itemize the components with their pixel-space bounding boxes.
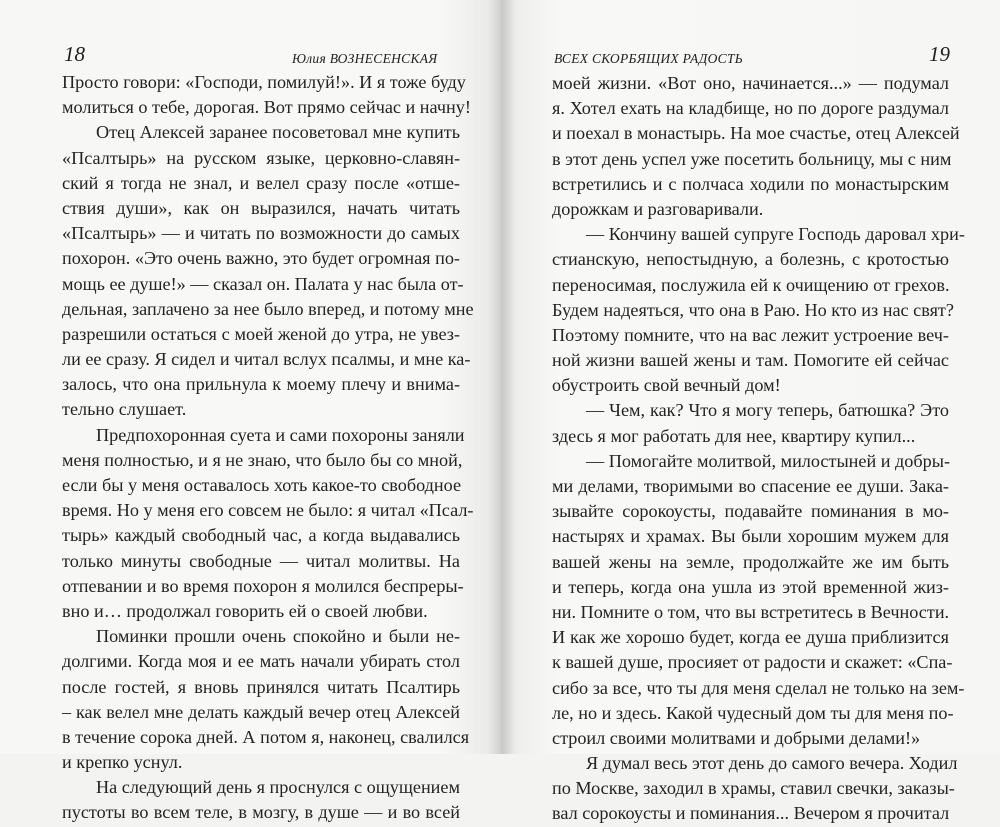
text-line: «Псалтырь» на русском языке, церковно-славян- <box>62 147 460 168</box>
text-line: ле, но и здесь. Какой чудесный дом ты для меня по- <box>552 702 954 723</box>
text-line: долгими. Когда моя и ее мать начали убирать стол <box>62 651 460 672</box>
text-line: Отец Алексей заранее посоветовал мне купить <box>96 122 460 143</box>
left-running-head: Юлия ВОЗНЕСЕНСКАЯ <box>292 51 438 66</box>
text-line: вашей жены на земле, продолжайте же им быть <box>552 551 949 572</box>
text-line: если бы у меня оставалось хоть какое-то свободное <box>62 475 462 495</box>
left-page-text <box>62 70 474 826</box>
text-line: разрешили остаться с моей женой до утра, не увез- <box>62 323 460 344</box>
text-line: — Кончину вашей супруге Господь даровал хри- <box>586 224 965 245</box>
text-line: отпевании и во время похорон я молился беспреры- <box>62 575 464 596</box>
left-page <box>0 0 500 823</box>
text-line: в течение сорока дней. А потом я, наконец, свалился <box>62 726 470 747</box>
text-line: по Москве, заходил в храмы, ставил свечки, заказы- <box>552 778 955 799</box>
text-line: тельно слушает. <box>62 399 187 420</box>
text-line: в этот день успел уже посетить больницу, мы с ним <box>552 148 952 169</box>
text-line: – как велел мне делать каждый вечер отец Алексей <box>62 701 460 722</box>
text-line: здесь я мог работать для нее, квартиру купил... <box>552 425 916 446</box>
text-line: тырь» каждый свободный час, а когда выдавались <box>62 525 460 546</box>
text-line: строил своими молитвами и добрыми делами!» <box>552 727 921 748</box>
text-line: ни. Помните о том, что вы встретитесь в Вечности. <box>552 601 950 622</box>
text-line: дорожкам и разговаривали. <box>552 198 764 219</box>
text-line: и поехал в монастырь. На мое счастье, отец Алексей <box>552 123 960 144</box>
text-line: Предпохоронная суета и сами похороны заняли <box>96 424 465 445</box>
text-line: Я думал весь этот день до самого вечера. Ходил <box>586 753 958 774</box>
text-line: только минуты свободные — читал молитвы. На <box>62 550 460 571</box>
text-line: залось, что она прильнула к моему плечу и внима- <box>62 374 460 395</box>
right-running-head: ВСЕХ СКОРБЯЩИХ РАДОСТЬ <box>554 51 744 66</box>
book-gutter <box>488 0 514 754</box>
text-line: похорон. «Это очень важно, это будет огромная по- <box>62 248 460 269</box>
text-line: ли ее сразу. Я сидел и читал вслух псалмы, и мне ка- <box>62 349 471 370</box>
text-line: зывайте сорокоусты, подавайте поминания в мо- <box>552 501 949 522</box>
text-line: моей жизни. «Вот оно, начинается...» — подумал <box>552 73 949 93</box>
text-line: мощь ее душе!» — сказал он. Палата у нас была от- <box>62 273 464 294</box>
text-line: и теперь, когда она ушла из этой временной жиз- <box>552 576 949 597</box>
text-line: Будем надеяться, что она в Раю. Но кто из нас свят? <box>552 299 954 320</box>
text-line: молиться о тебе, дорогая. Вот прямо сейчас и начну! <box>62 97 471 118</box>
text-line: вал сорокоусты и поминания... Вечером я прочитал <box>552 803 950 824</box>
text-line: и крепко уснул. <box>62 752 183 773</box>
text-line: И как же хорошо будет, когда ее душа приблизится <box>552 627 949 648</box>
text-line: ной жизни вашей жены и там. Помогите ей сейчас <box>552 350 949 371</box>
text-line: после гостей, я вновь принялся читать Псалтирь <box>62 676 460 697</box>
text-line: — Помогайте молитвой, милостыней и добры- <box>586 450 950 471</box>
text-line: настырях и храмах. Вы были хорошим мужем для <box>552 526 949 547</box>
left-page-number: 18 <box>64 42 85 66</box>
text-line: время. Но у меня его совсем не было: я читал «Псал- <box>62 500 474 521</box>
text-line: сибо за все, что ты для меня сделал не только на зем- <box>552 677 965 698</box>
text-line: стианскую, непостыдную, а болезнь, с кротостью <box>552 249 949 270</box>
right-page-number: 19 <box>929 42 950 66</box>
text-line: пустоты во всем теле, в мозгу, в душе — и во всей <box>62 802 460 823</box>
text-line: ствия души», как он выразился, начать читать <box>62 197 460 218</box>
text-line: переносимая, послужила ей к очищению от грехов. <box>552 274 950 295</box>
text-line: ми делами, творимыми во спасение ее души. Зака- <box>552 476 949 496</box>
text-line: обустроить свой вечный дом! <box>552 375 781 396</box>
text-line: дельная, заплачено за нее было вперед, и потому мне <box>62 298 474 319</box>
text-line: Поминки прошли очень спокойно и были не- <box>96 626 460 647</box>
text-line: вно и… продолжал говорить ей о своей любви. <box>62 600 428 621</box>
text-line: встретились и с полчаса ходили по монастырским <box>552 173 949 194</box>
text-line: меня полностью, и я не знаю, что было бы со мной, <box>62 449 463 470</box>
text-line: Поэтому помните, что на вас лежит устроение веч- <box>552 324 949 345</box>
text-line: На следующий день я проснулся с ощущением <box>96 777 460 798</box>
text-line: я. Хотел ехать на кладбище, но по дороге раздумал <box>552 98 949 119</box>
text-line: ский я тогда не знал, и велел сразу после «отше- <box>62 172 460 193</box>
text-line: — Чем, как? Что я могу теперь, батюшка? Это <box>586 400 949 421</box>
right-page-text <box>552 71 965 827</box>
text-line: к вашей душе, просияет от радости и скажет: «Спа- <box>552 652 953 673</box>
text-line: «Псалтырь» — и читать по возможности до самых <box>62 223 460 244</box>
text-line: Просто говори: «Господи, помилуй!». И я тоже буду <box>62 72 466 92</box>
